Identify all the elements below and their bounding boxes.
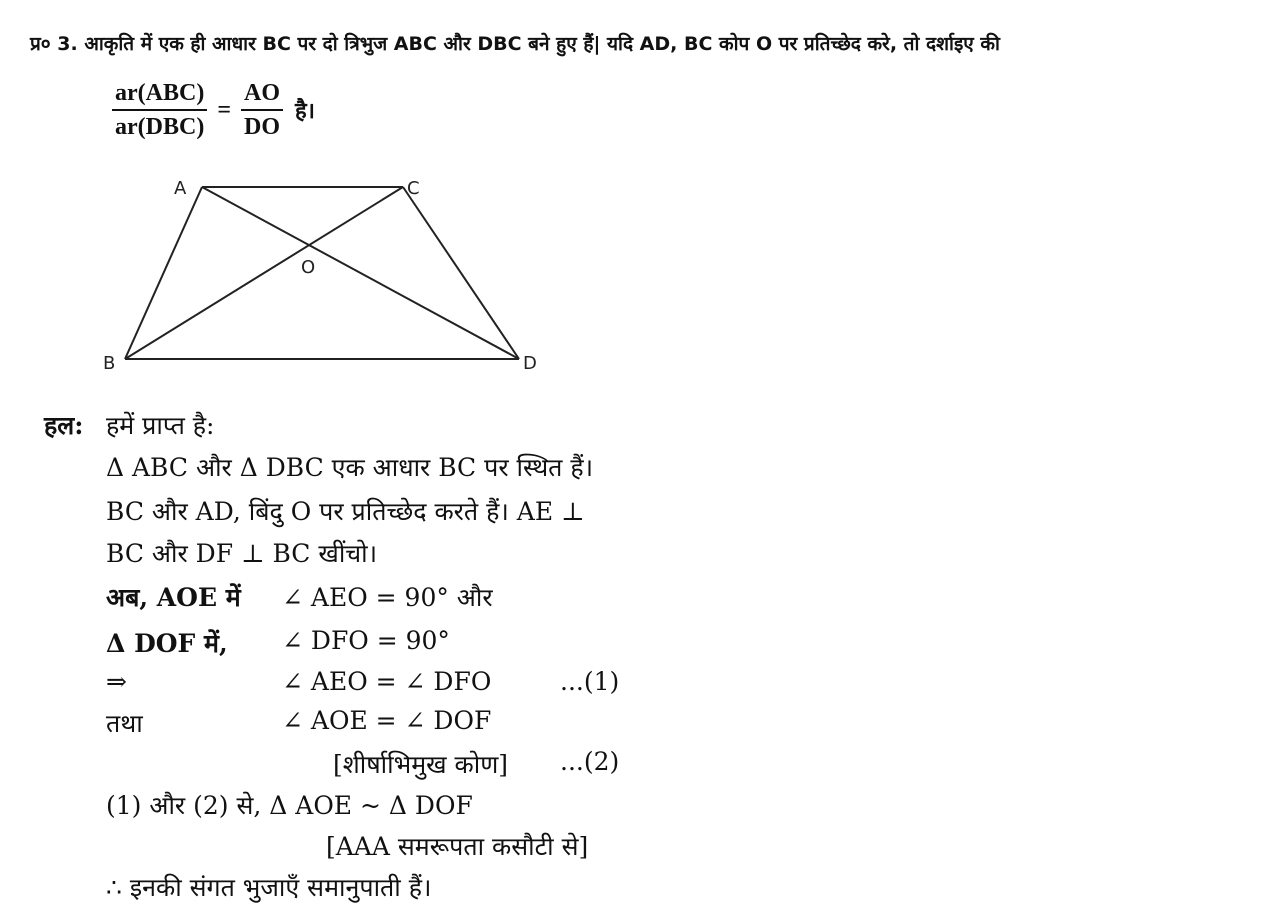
rhs-denominator: DO [244,113,280,140]
row2-mid: ∠ DFO = 90° [282,626,450,655]
label-a: A [174,178,187,199]
row3-right: ...(1) [560,667,620,696]
area-ratio-formula [112,74,315,146]
solution-line-2: BC और AD, बिंदु O पर प्रतिच्छेद करते हैं। AE ⊥ [106,497,585,526]
row4-left: तथा [106,709,143,738]
segment-cd [403,187,519,359]
row1-left: अब, AOE में [106,583,241,612]
row3-left: ⇒ [106,667,127,696]
solution-line-1: Δ ABC और Δ DBC एक आधार BC पर स्थित हैं। [106,453,594,482]
rhs-numerator: AO [241,80,283,111]
row5-mid: [शीर्षाभिमुख कोण] [333,750,509,779]
row5-right: ...(2) [560,747,620,776]
label-o: O [301,257,316,278]
question-text: प्र० 3. आकृति में एक ही आधार BC पर दो त्रिभुज ABC और DBC बने हुए हैं| यदि AD, BC कोप O पर प्रतिच्छेद करे, तो दर्शाइए की [30,33,1000,55]
solution-intro: हमें प्राप्त है: [106,411,215,440]
lhs-numerator: ar(ABC) [112,80,207,111]
lhs-fraction [112,80,207,141]
solution-line-3: BC और DF ⊥ BC खींचो। [106,539,378,568]
triangle-diagram [95,168,555,378]
row4-mid: ∠ AOE = ∠ DOF [282,706,492,735]
row1-mid: ∠ AEO = 90° और [282,583,493,612]
lhs-denominator: ar(DBC) [115,113,205,140]
segment-ab [125,187,202,359]
rhs-fraction [241,80,283,141]
label-d: D [523,353,537,374]
row8-left: ∴ इनकी संगत भुजाएँ समानुपाती हैं। [106,873,432,902]
formula-tail: है। [295,98,316,123]
row7-mid: [AAA समरूपता कसौटी से] [326,832,589,861]
solution-heading: हल: [44,411,84,440]
equals-sign: = [217,96,231,123]
row6-left: (1) और (2) से, Δ AOE ~ Δ DOF [106,791,473,820]
label-b: B [103,353,116,374]
row2-left: Δ DOF में, [106,629,228,658]
row3-mid: ∠ AEO = ∠ DFO [282,667,492,696]
label-c: C [407,178,420,199]
